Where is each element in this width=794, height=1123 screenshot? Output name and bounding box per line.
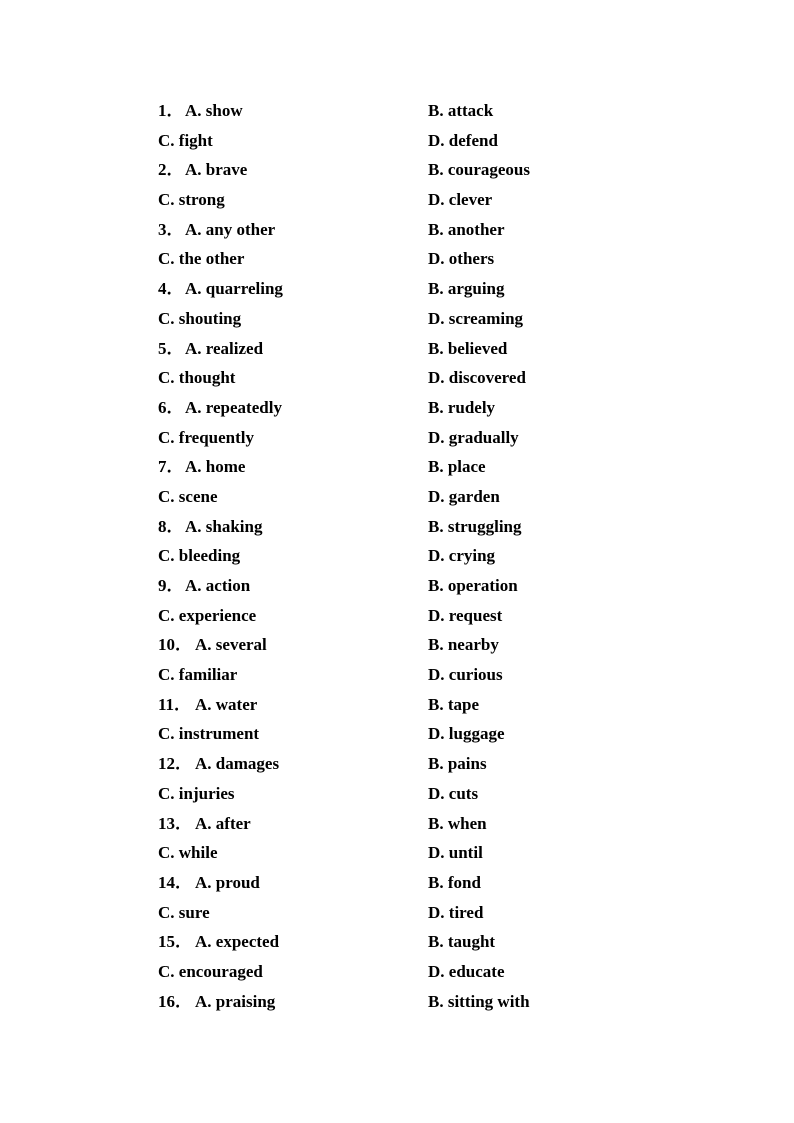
option-a: [158, 274, 283, 304]
question-number: 13．: [158, 813, 192, 833]
option-c: C. fight: [158, 130, 213, 150]
option-a: [158, 452, 245, 482]
question-row-ab: [158, 274, 718, 304]
question-row-cd: [158, 898, 718, 928]
question-number: 12．: [158, 754, 192, 774]
option-a-text: A. damages: [195, 754, 280, 774]
question-number: 3．: [158, 219, 184, 239]
question-row-cd: [158, 482, 718, 512]
option-c: C. injuries: [158, 783, 235, 803]
question-number: 9．: [158, 576, 184, 595]
option-a-text: A. water: [195, 694, 258, 714]
option-a-text: A. several: [195, 635, 267, 655]
question-number: 4．: [158, 279, 184, 299]
option-a: [158, 927, 279, 957]
question-number: 8．: [158, 516, 184, 536]
option-b: B. arguing: [428, 279, 505, 299]
question-row-ab: [158, 690, 718, 720]
option-b: B. fond: [428, 872, 481, 892]
question-number: 16．: [158, 991, 192, 1011]
option-b: B. pains: [428, 754, 487, 774]
question-row-cd: [158, 660, 718, 690]
option-a-text: A. home: [185, 457, 246, 477]
question-row-ab: [158, 630, 718, 660]
question-row-ab: [158, 512, 718, 542]
option-d: D. clever: [428, 190, 493, 210]
option-d: D. luggage: [428, 724, 505, 744]
question-number: 5．: [158, 338, 184, 358]
option-a-text: A. brave: [185, 160, 248, 180]
option-a-text: A. repeatedly: [185, 397, 282, 417]
option-c: C. instrument: [158, 724, 260, 744]
option-a: [158, 690, 257, 720]
option-a-text: A. after: [195, 813, 251, 833]
option-d: D. screaming: [428, 308, 524, 328]
question-row-ab: [158, 393, 718, 423]
option-a-text: A. realized: [185, 338, 264, 358]
question-row-ab: [158, 96, 718, 126]
option-a-text: A. quarreling: [185, 279, 283, 299]
option-c: C. scene: [158, 486, 218, 506]
option-b: B. when: [428, 813, 487, 833]
option-b: B. rudely: [428, 397, 496, 417]
question-row-cd: [158, 244, 718, 274]
option-a: [158, 155, 247, 185]
option-c: C. strong: [158, 190, 225, 210]
option-b: B. attack: [428, 101, 494, 120]
question-row-cd: [158, 363, 718, 393]
option-a-text: A. show: [185, 101, 243, 120]
option-d: D. request: [428, 605, 503, 625]
option-c: C. thought: [158, 368, 236, 388]
option-c: C. the other: [158, 249, 245, 269]
question-number: 14．: [158, 872, 192, 892]
question-row-cd: [158, 185, 718, 215]
option-a: [158, 749, 279, 779]
option-c: C. encouraged: [158, 961, 263, 981]
option-a: [158, 868, 260, 898]
question-row-cd: [158, 304, 718, 334]
option-d: D. garden: [428, 486, 500, 506]
option-a-text: A. action: [185, 576, 251, 595]
option-a: [158, 96, 243, 126]
option-d: D. until: [428, 843, 483, 863]
option-a: [158, 809, 251, 839]
option-d: D. educate: [428, 961, 505, 981]
option-a-text: A. praising: [195, 991, 276, 1011]
question-number: 2．: [158, 160, 184, 180]
option-c: C. frequently: [158, 427, 255, 447]
question-row-ab: [158, 987, 718, 1017]
question-row-ab: [158, 215, 718, 245]
question-row-ab: [158, 868, 718, 898]
answer-options-list: [158, 96, 718, 1016]
option-a: [158, 571, 250, 601]
option-d: D. discovered: [428, 368, 526, 388]
option-a: [158, 630, 267, 660]
question-row-ab: [158, 571, 718, 601]
option-b: B. tape: [428, 694, 479, 714]
option-a: [158, 215, 275, 245]
question-row-cd: [158, 719, 718, 749]
question-number: 10．: [158, 635, 192, 655]
option-a-text: A. shaking: [185, 516, 263, 536]
option-b: B. another: [428, 219, 505, 239]
option-c: C. while: [158, 843, 218, 863]
question-row-ab: [158, 809, 718, 839]
option-a-text: A. any other: [185, 219, 276, 239]
question-row-cd: [158, 838, 718, 868]
question-row-cd: [158, 126, 718, 156]
question-row-ab: [158, 334, 718, 364]
option-b: B. struggling: [428, 516, 522, 536]
option-b: B. place: [428, 457, 486, 477]
question-row-cd: [158, 541, 718, 571]
option-d: D. curious: [428, 665, 503, 685]
option-a: [158, 393, 282, 423]
question-row-cd: [158, 957, 718, 987]
option-d: D. crying: [428, 546, 496, 566]
option-a-text: A. proud: [195, 872, 260, 892]
option-a: [158, 512, 262, 542]
option-c: C. experience: [158, 605, 257, 625]
option-c: C. bleeding: [158, 546, 241, 566]
option-a: [158, 334, 263, 364]
option-c: C. sure: [158, 902, 210, 922]
option-b: B. nearby: [428, 635, 499, 655]
question-number: 11．: [158, 694, 192, 714]
option-a: [158, 987, 275, 1017]
option-d: D. cuts: [428, 783, 479, 803]
option-b: B. believed: [428, 338, 508, 358]
option-d: D. others: [428, 249, 495, 269]
question-number: 7．: [158, 457, 184, 477]
question-row-cd: [158, 601, 718, 631]
option-b: B. taught: [428, 932, 496, 952]
option-d: D. gradually: [428, 427, 519, 447]
question-row-ab: [158, 155, 718, 185]
question-row-ab: [158, 749, 718, 779]
question-number: 6．: [158, 397, 184, 417]
option-b: B. operation: [428, 576, 518, 595]
option-d: D. defend: [428, 130, 498, 150]
question-number: 1．: [158, 101, 184, 120]
question-row-cd: [158, 423, 718, 453]
option-b: B. courageous: [428, 160, 530, 180]
option-b: B. sitting with: [428, 991, 530, 1011]
question-row-ab: [158, 927, 718, 957]
option-c: C. familiar: [158, 665, 238, 685]
option-a-text: A. expected: [195, 932, 280, 952]
question-row-cd: [158, 779, 718, 809]
option-c: C. shouting: [158, 308, 242, 328]
question-number: 15．: [158, 932, 192, 952]
question-row-ab: [158, 452, 718, 482]
option-d: D. tired: [428, 902, 484, 922]
